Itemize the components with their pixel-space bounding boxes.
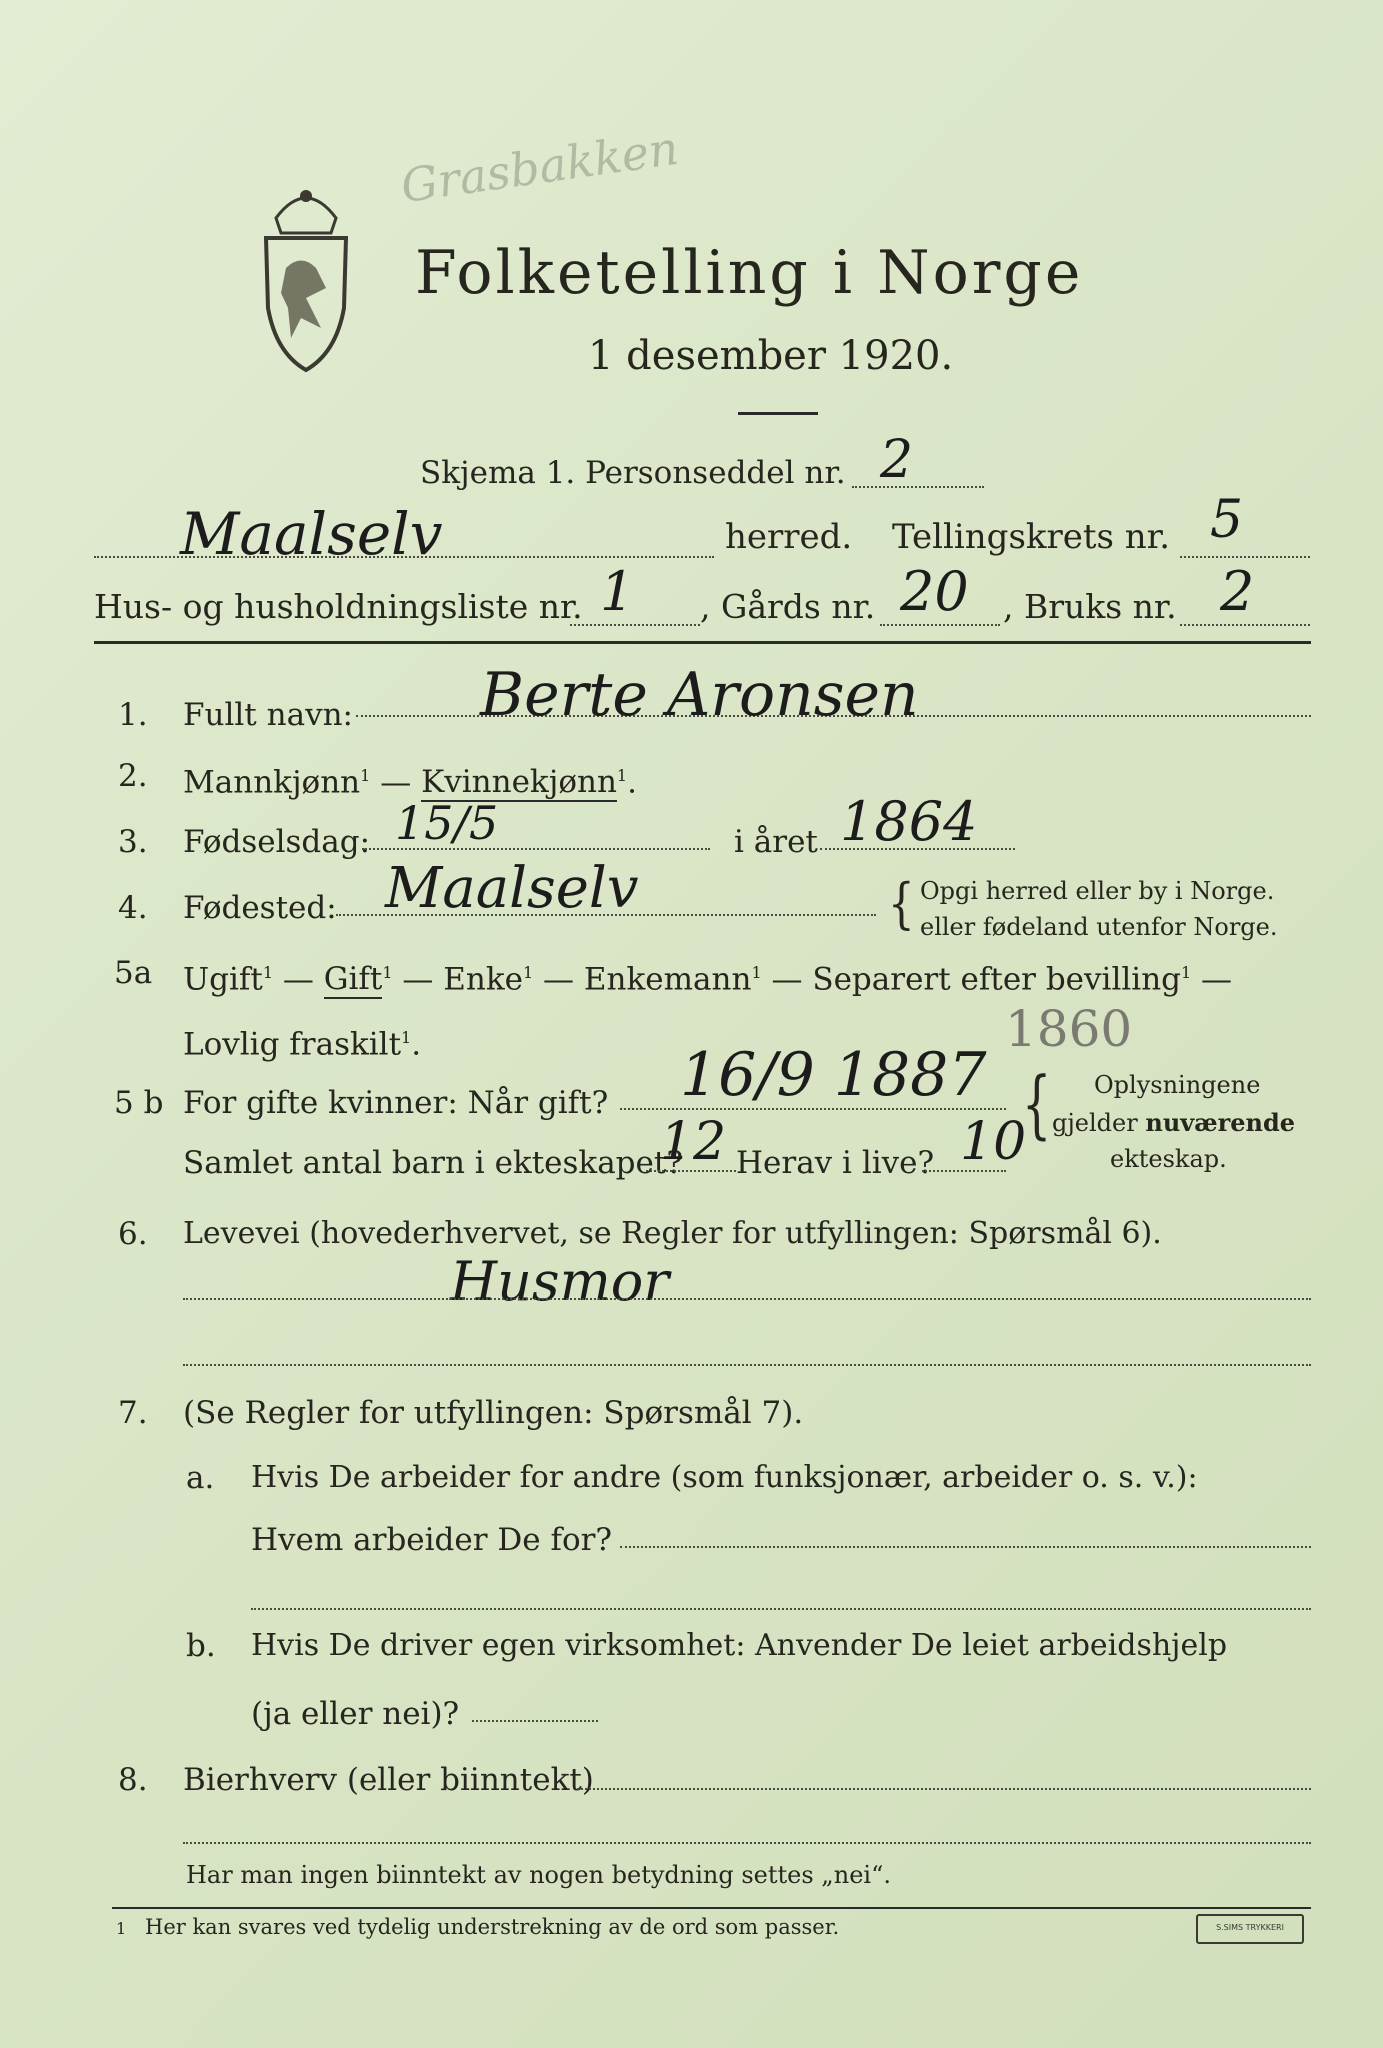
printer-stamp-text: S.SIMS TRYKKERI	[1216, 1923, 1284, 1932]
skjema-label: Skjema 1. Personseddel nr.	[420, 455, 846, 491]
q4-note-2: eller fødeland utenfor Norge.	[920, 913, 1278, 941]
hus-value: 1	[600, 560, 635, 623]
q5a-separert: Separert efter bevilling	[812, 961, 1182, 998]
footnote-mark: 1	[382, 963, 393, 982]
q7a-text: Hvis De arbeider for andre (som funksjonær, arbeider o. s. v.):	[251, 1460, 1198, 1495]
q4-number: 4.	[118, 890, 148, 926]
q4-note-1: Opgi herred eller by i Norge.	[920, 877, 1275, 905]
printer-stamp	[1196, 1914, 1304, 1944]
coat-of-arms-icon	[246, 178, 366, 378]
note-nei: Har man ingen biinntekt av nogen betydning settes „nei“.	[186, 1861, 891, 1889]
q1-label: Fullt navn:	[183, 697, 353, 733]
q8-number: 8.	[118, 1762, 148, 1798]
q6-line-1	[183, 1298, 1311, 1300]
herred-line	[94, 556, 714, 558]
q5a-fraskilt: Lovlig fraskilt	[183, 1026, 402, 1063]
q5a-gift-underlined: Gift	[323, 961, 383, 998]
q7a-question: Hvem arbeider De for?	[251, 1522, 613, 1558]
dash: —	[1191, 961, 1233, 998]
dash: —	[273, 961, 324, 998]
q3-year-label: i året	[734, 824, 818, 860]
pencil-note: Grasbakken	[397, 120, 682, 214]
q5a-enke: Enke	[443, 961, 523, 998]
footnote-text: Her kan svares ved tydelig understrekning av de ord som passer.	[145, 1915, 840, 1939]
margin-note: 1860	[1005, 1000, 1133, 1058]
form-title: Folketelling i Norge	[415, 238, 1084, 308]
bruks-line	[1180, 624, 1310, 626]
q2-separator: —	[370, 764, 422, 801]
form-date: 1 desember 1920.	[588, 333, 954, 379]
q8-line-1	[577, 1788, 1311, 1790]
q7b-letter: b.	[186, 1628, 216, 1664]
footnote-rule	[112, 1907, 1311, 1909]
q7b-line	[472, 1720, 598, 1722]
krets-line	[1180, 556, 1310, 558]
q5b-brace: {	[1022, 1060, 1052, 1148]
q5a-line-1	[183, 955, 1232, 997]
q5b-barn-label: Samlet antal barn i ekteskapet?	[183, 1145, 683, 1181]
bruks-value: 2	[1220, 560, 1255, 623]
gards-label: , Gårds nr.	[700, 587, 876, 626]
q7-label: (Se Regler for utfyllingen: Spørsmål 7).	[183, 1395, 804, 1431]
q5a-number: 5a	[114, 955, 153, 991]
footnote-mark: 1	[360, 766, 371, 785]
q5b-note-2b: nuværende	[1145, 1108, 1296, 1137]
q3-label: Fødselsdag:	[183, 824, 371, 860]
q5a-line-2	[183, 1020, 421, 1062]
gards-line	[880, 624, 1000, 626]
herred-value: Maalselv	[180, 500, 443, 568]
q7b-text: Hvis De driver egen virksomhet: Anvender De leiet arbeidshjelp	[251, 1628, 1228, 1663]
q5b-live-label: Herav i live?	[736, 1145, 935, 1181]
q4-value: Maalselv	[385, 856, 639, 921]
q8-line-2	[183, 1842, 1311, 1844]
footnote-mark: 1	[262, 963, 274, 982]
q7a-line-1	[620, 1546, 1311, 1548]
footnote-mark-bottom: 1	[116, 1919, 127, 1938]
q3-year-value: 1864	[840, 790, 978, 853]
q2-female-underlined: Kvinnekjønn	[421, 764, 617, 801]
title-rule	[738, 412, 818, 415]
q5b-number: 5 b	[114, 1085, 164, 1121]
q5a-dot: .	[411, 1026, 422, 1063]
q4-brace: {	[888, 871, 915, 936]
q6-value: Husmor	[450, 1250, 670, 1313]
footnote-mark: 1	[1181, 963, 1192, 982]
hus-label: Hus- og husholdningsliste nr.	[94, 587, 583, 626]
hus-line	[570, 624, 700, 626]
q4-label: Fødested:	[183, 890, 337, 926]
q5b-note-1: Oplysningene	[1094, 1071, 1261, 1099]
q2-end: .	[627, 764, 637, 801]
q1-number: 1.	[118, 697, 148, 733]
q7a-letter: a.	[186, 1460, 215, 1496]
skjema-value: 2	[880, 430, 914, 490]
q2-male: Mannkjønn	[183, 764, 361, 801]
q3-value: 15/5	[395, 796, 499, 850]
q5b-note-2	[1052, 1108, 1295, 1138]
q5a-enkemann: Enkemann	[583, 961, 752, 998]
krets-label: Tellingskrets nr.	[892, 517, 1171, 557]
q5b-note-2a: gjelder	[1052, 1109, 1138, 1137]
q5b-label: For gifte kvinner: Når gift?	[183, 1085, 609, 1121]
q5a-ugift: Ugift	[183, 961, 263, 998]
gards-value: 20	[900, 560, 969, 623]
q1-value: Berte Aronsen	[480, 660, 919, 730]
dash: —	[392, 961, 444, 998]
q7b-question: (ja eller nei)?	[251, 1696, 460, 1732]
dash: —	[761, 961, 813, 998]
skjema-line	[852, 486, 984, 488]
q6-line-2	[183, 1364, 1311, 1366]
q6-label: Levevei (hovederhvervet, se Regler for utfyllingen: Spørsmål 6).	[183, 1216, 1162, 1251]
q5b-note-3: ekteskap.	[1110, 1145, 1227, 1173]
section-rule	[94, 641, 1311, 644]
q3-number: 3.	[118, 824, 148, 860]
footnote-mark: 1	[616, 766, 628, 785]
dash: —	[533, 961, 584, 998]
q5b-barn-value: 12	[660, 1112, 727, 1172]
q7a-line-2	[251, 1608, 1311, 1610]
footnote-mark: 1	[751, 963, 762, 982]
krets-value: 5	[1210, 490, 1244, 550]
q5b-value: 16/9 1887	[680, 1040, 987, 1110]
footnote-mark: 1	[522, 963, 534, 982]
herred-label: herred.	[725, 517, 853, 557]
bruks-label: , Bruks nr.	[1003, 587, 1177, 626]
q6-number: 6.	[118, 1216, 148, 1252]
q5b-live-value: 10	[960, 1112, 1027, 1172]
q8-label: Bierhverv (eller biinntekt)	[183, 1762, 594, 1798]
footnote-mark: 1	[401, 1028, 412, 1047]
q2-number: 2.	[118, 758, 148, 794]
q2-line-text	[183, 758, 637, 800]
q7-number: 7.	[118, 1395, 148, 1431]
